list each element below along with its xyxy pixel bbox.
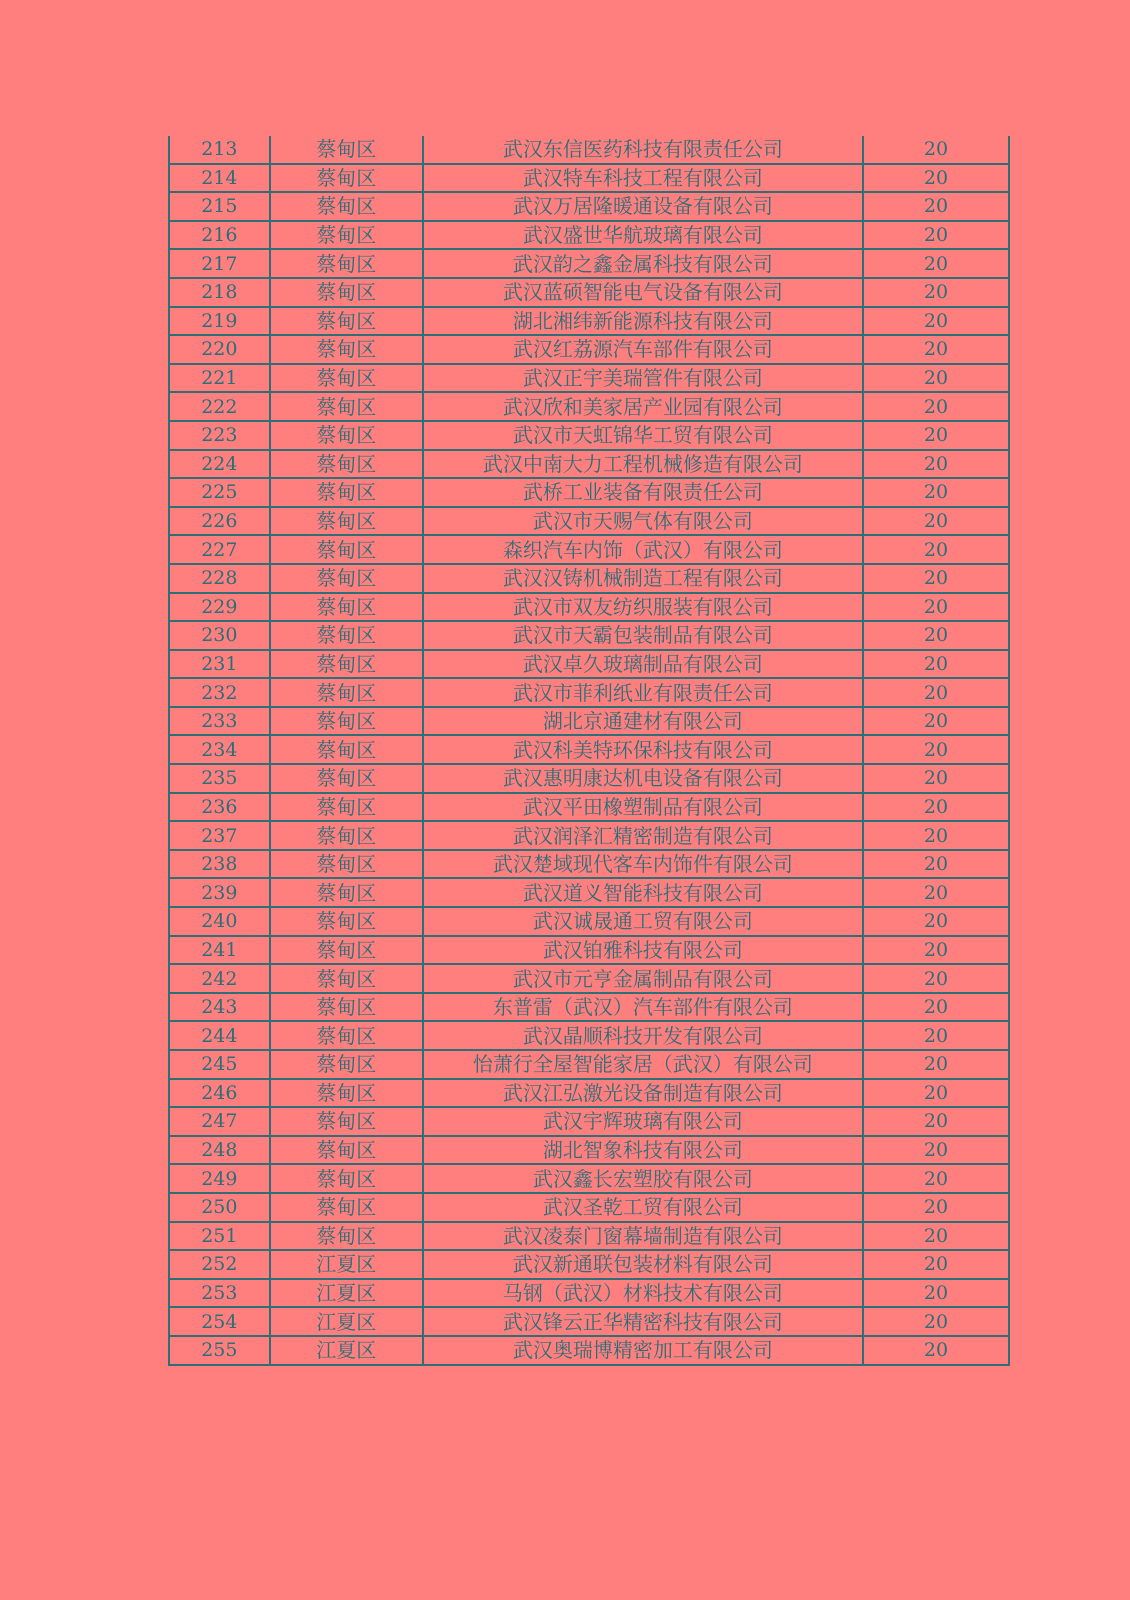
row-number-cell: 224 [169, 450, 270, 479]
table-row [169, 1222, 1009, 1251]
company-name-cell: 武汉科美特环保科技有限公司 [423, 735, 863, 764]
district-cell: 蔡甸区 [270, 335, 423, 364]
district-cell: 蔡甸区 [270, 650, 423, 679]
company-name-cell: 武汉市天霸包装制品有限公司 [423, 621, 863, 650]
row-number-cell: 235 [169, 764, 270, 793]
company-name-cell: 武汉市天虹锦华工贸有限公司 [423, 421, 863, 450]
company-name-cell: 湖北湘纬新能源科技有限公司 [423, 307, 863, 336]
district-cell: 蔡甸区 [270, 535, 423, 564]
value-cell: 20 [863, 507, 1009, 536]
table-row [169, 907, 1009, 936]
value-cell: 20 [863, 821, 1009, 850]
district-cell: 蔡甸区 [270, 392, 423, 421]
value-cell: 20 [863, 1050, 1009, 1079]
row-number-cell: 242 [169, 964, 270, 993]
district-cell: 蔡甸区 [270, 1222, 423, 1251]
company-name-cell: 武汉正宇美瑞管件有限公司 [423, 364, 863, 393]
row-number-cell: 216 [169, 221, 270, 250]
table-row [169, 1250, 1009, 1279]
company-name-cell: 武汉诚晟通工贸有限公司 [423, 907, 863, 936]
company-name-cell: 武汉欣和美家居产业园有限公司 [423, 392, 863, 421]
row-number-cell: 217 [169, 249, 270, 278]
company-name-cell: 东普雷（武汉）汽车部件有限公司 [423, 993, 863, 1022]
value-cell: 20 [863, 1079, 1009, 1108]
value-cell: 20 [863, 1336, 1009, 1365]
company-name-cell: 武汉宇辉玻璃有限公司 [423, 1107, 863, 1136]
value-cell: 20 [863, 1222, 1009, 1251]
company-name-cell: 武汉圣乾工贸有限公司 [423, 1193, 863, 1222]
value-cell: 20 [863, 1164, 1009, 1193]
company-name-cell: 武汉平田橡塑制品有限公司 [423, 793, 863, 822]
company-name-cell: 武汉铂雅科技有限公司 [423, 936, 863, 965]
table-row [169, 221, 1009, 250]
company-name-cell: 武汉东信医药科技有限责任公司 [423, 136, 863, 164]
row-number-cell: 219 [169, 307, 270, 336]
table-row [169, 1279, 1009, 1308]
table-row [169, 1050, 1009, 1079]
district-cell: 蔡甸区 [270, 450, 423, 479]
table-row [169, 421, 1009, 450]
district-cell: 蔡甸区 [270, 421, 423, 450]
value-cell: 20 [863, 136, 1009, 164]
company-name-cell: 武汉红荔源汽车部件有限公司 [423, 335, 863, 364]
value-cell: 20 [863, 1279, 1009, 1308]
district-cell: 江夏区 [270, 1336, 423, 1365]
company-name-cell: 武汉润泽汇精密制造有限公司 [423, 821, 863, 850]
company-name-cell: 武汉市菲利纸业有限责任公司 [423, 678, 863, 707]
row-number-cell: 245 [169, 1050, 270, 1079]
company-name-cell: 武汉万居隆暖通设备有限公司 [423, 192, 863, 221]
table-row [169, 1193, 1009, 1222]
table-row [169, 1136, 1009, 1165]
company-name-cell: 武汉市天赐气体有限公司 [423, 507, 863, 536]
row-number-cell: 225 [169, 478, 270, 507]
value-cell: 20 [863, 364, 1009, 393]
row-number-cell: 252 [169, 1250, 270, 1279]
company-name-cell: 武汉楚域现代客车内饰件有限公司 [423, 850, 863, 879]
row-number-cell: 236 [169, 793, 270, 822]
district-cell: 江夏区 [270, 1250, 423, 1279]
table-row [169, 735, 1009, 764]
table-row [169, 535, 1009, 564]
value-cell: 20 [863, 1193, 1009, 1222]
company-name-cell: 武汉锋云正华精密科技有限公司 [423, 1307, 863, 1336]
district-cell: 蔡甸区 [270, 1021, 423, 1050]
company-list-table-wrapper [168, 136, 1010, 1366]
row-number-cell: 243 [169, 993, 270, 1022]
company-name-cell: 怡萧行全屋智能家居（武汉）有限公司 [423, 1050, 863, 1079]
value-cell: 20 [863, 192, 1009, 221]
row-number-cell: 240 [169, 907, 270, 936]
company-name-cell: 武汉市元亨金属制品有限公司 [423, 964, 863, 993]
company-name-cell: 武汉汉铸机械制造工程有限公司 [423, 564, 863, 593]
value-cell: 20 [863, 964, 1009, 993]
value-cell: 20 [863, 735, 1009, 764]
table-row [169, 678, 1009, 707]
row-number-cell: 253 [169, 1279, 270, 1308]
row-number-cell: 231 [169, 650, 270, 679]
district-cell: 蔡甸区 [270, 307, 423, 336]
district-cell: 蔡甸区 [270, 478, 423, 507]
company-name-cell: 武汉特车科技工程有限公司 [423, 164, 863, 193]
row-number-cell: 247 [169, 1107, 270, 1136]
district-cell: 蔡甸区 [270, 593, 423, 622]
company-name-cell: 武汉蓝硕智能电气设备有限公司 [423, 278, 863, 307]
value-cell: 20 [863, 1136, 1009, 1165]
value-cell: 20 [863, 1107, 1009, 1136]
company-name-cell: 武汉道义智能科技有限公司 [423, 878, 863, 907]
value-cell: 20 [863, 593, 1009, 622]
row-number-cell: 246 [169, 1079, 270, 1108]
value-cell: 20 [863, 936, 1009, 965]
row-number-cell: 218 [169, 278, 270, 307]
row-number-cell: 244 [169, 1021, 270, 1050]
district-cell: 蔡甸区 [270, 136, 423, 164]
company-name-cell: 武汉新通联包装材料有限公司 [423, 1250, 863, 1279]
value-cell: 20 [863, 278, 1009, 307]
district-cell: 蔡甸区 [270, 993, 423, 1022]
table-row [169, 192, 1009, 221]
row-number-cell: 248 [169, 1136, 270, 1165]
table-row [169, 621, 1009, 650]
value-cell: 20 [863, 1250, 1009, 1279]
district-cell: 蔡甸区 [270, 936, 423, 965]
value-cell: 20 [863, 621, 1009, 650]
row-number-cell: 239 [169, 878, 270, 907]
row-number-cell: 250 [169, 1193, 270, 1222]
company-name-cell: 武桥工业装备有限责任公司 [423, 478, 863, 507]
table-row [169, 335, 1009, 364]
district-cell: 江夏区 [270, 1307, 423, 1336]
company-name-cell: 武汉韵之鑫金属科技有限公司 [423, 249, 863, 278]
district-cell: 蔡甸区 [270, 507, 423, 536]
table-row [169, 507, 1009, 536]
district-cell: 蔡甸区 [270, 1164, 423, 1193]
district-cell: 蔡甸区 [270, 278, 423, 307]
table-row [169, 1021, 1009, 1050]
company-name-cell: 湖北智象科技有限公司 [423, 1136, 863, 1165]
row-number-cell: 228 [169, 564, 270, 593]
row-number-cell: 238 [169, 850, 270, 879]
company-name-cell: 武汉江弘激光设备制造有限公司 [423, 1079, 863, 1108]
district-cell: 蔡甸区 [270, 850, 423, 879]
district-cell: 江夏区 [270, 1279, 423, 1308]
district-cell: 蔡甸区 [270, 964, 423, 993]
row-number-cell: 220 [169, 335, 270, 364]
company-name-cell: 武汉晶顺科技开发有限公司 [423, 1021, 863, 1050]
table-body [169, 136, 1009, 1365]
district-cell: 蔡甸区 [270, 192, 423, 221]
table-row [169, 650, 1009, 679]
row-number-cell: 214 [169, 164, 270, 193]
row-number-cell: 227 [169, 535, 270, 564]
district-cell: 蔡甸区 [270, 1079, 423, 1108]
company-name-cell: 武汉市双友纺织服装有限公司 [423, 593, 863, 622]
company-name-cell: 武汉凌泰门窗幕墙制造有限公司 [423, 1222, 863, 1251]
district-cell: 蔡甸区 [270, 907, 423, 936]
table-row [169, 478, 1009, 507]
value-cell: 20 [863, 335, 1009, 364]
value-cell: 20 [863, 993, 1009, 1022]
district-cell: 蔡甸区 [270, 221, 423, 250]
value-cell: 20 [863, 392, 1009, 421]
value-cell: 20 [863, 907, 1009, 936]
table-row [169, 1307, 1009, 1336]
table-row [169, 793, 1009, 822]
table-row [169, 936, 1009, 965]
table-row [169, 593, 1009, 622]
row-number-cell: 255 [169, 1336, 270, 1365]
row-number-cell: 226 [169, 507, 270, 536]
value-cell: 20 [863, 678, 1009, 707]
row-number-cell: 233 [169, 707, 270, 736]
table-row [169, 249, 1009, 278]
value-cell: 20 [863, 707, 1009, 736]
row-number-cell: 251 [169, 1222, 270, 1251]
district-cell: 蔡甸区 [270, 735, 423, 764]
value-cell: 20 [863, 535, 1009, 564]
district-cell: 蔡甸区 [270, 1193, 423, 1222]
table-row [169, 564, 1009, 593]
company-name-cell: 湖北京通建材有限公司 [423, 707, 863, 736]
table-row [169, 764, 1009, 793]
row-number-cell: 232 [169, 678, 270, 707]
value-cell: 20 [863, 478, 1009, 507]
value-cell: 20 [863, 450, 1009, 479]
district-cell: 蔡甸区 [270, 707, 423, 736]
district-cell: 蔡甸区 [270, 764, 423, 793]
row-number-cell: 241 [169, 936, 270, 965]
table-row [169, 964, 1009, 993]
table-row [169, 450, 1009, 479]
company-name-cell: 武汉卓久玻璃制品有限公司 [423, 650, 863, 679]
table-row [169, 392, 1009, 421]
row-number-cell: 223 [169, 421, 270, 450]
value-cell: 20 [863, 421, 1009, 450]
value-cell: 20 [863, 1307, 1009, 1336]
district-cell: 蔡甸区 [270, 1136, 423, 1165]
table-row [169, 1079, 1009, 1108]
value-cell: 20 [863, 249, 1009, 278]
value-cell: 20 [863, 650, 1009, 679]
company-name-cell: 武汉盛世华航玻璃有限公司 [423, 221, 863, 250]
table-row [169, 136, 1009, 164]
value-cell: 20 [863, 850, 1009, 879]
company-name-cell: 武汉中南大力工程机械修造有限公司 [423, 450, 863, 479]
table-row [169, 164, 1009, 193]
value-cell: 20 [863, 764, 1009, 793]
district-cell: 蔡甸区 [270, 1050, 423, 1079]
district-cell: 蔡甸区 [270, 1107, 423, 1136]
value-cell: 20 [863, 221, 1009, 250]
table-row [169, 364, 1009, 393]
row-number-cell: 254 [169, 1307, 270, 1336]
table-row [169, 307, 1009, 336]
row-number-cell: 230 [169, 621, 270, 650]
company-name-cell: 马钢（武汉）材料技术有限公司 [423, 1279, 863, 1308]
company-name-cell: 武汉惠明康达机电设备有限公司 [423, 764, 863, 793]
district-cell: 蔡甸区 [270, 164, 423, 193]
row-number-cell: 229 [169, 593, 270, 622]
district-cell: 蔡甸区 [270, 821, 423, 850]
value-cell: 20 [863, 307, 1009, 336]
table-row [169, 707, 1009, 736]
row-number-cell: 234 [169, 735, 270, 764]
table-row [169, 1336, 1009, 1365]
district-cell: 蔡甸区 [270, 564, 423, 593]
company-name-cell: 森织汽车内饰（武汉）有限公司 [423, 535, 863, 564]
district-cell: 蔡甸区 [270, 249, 423, 278]
value-cell: 20 [863, 164, 1009, 193]
row-number-cell: 237 [169, 821, 270, 850]
district-cell: 蔡甸区 [270, 793, 423, 822]
district-cell: 蔡甸区 [270, 878, 423, 907]
table-row [169, 850, 1009, 879]
table-row [169, 1164, 1009, 1193]
row-number-cell: 222 [169, 392, 270, 421]
table-row [169, 993, 1009, 1022]
table-row [169, 878, 1009, 907]
row-number-cell: 249 [169, 1164, 270, 1193]
value-cell: 20 [863, 564, 1009, 593]
district-cell: 蔡甸区 [270, 364, 423, 393]
value-cell: 20 [863, 1021, 1009, 1050]
table-row [169, 1107, 1009, 1136]
table-row [169, 278, 1009, 307]
value-cell: 20 [863, 878, 1009, 907]
district-cell: 蔡甸区 [270, 621, 423, 650]
row-number-cell: 215 [169, 192, 270, 221]
company-list-table [168, 136, 1010, 1366]
company-name-cell: 武汉鑫长宏塑胶有限公司 [423, 1164, 863, 1193]
value-cell: 20 [863, 793, 1009, 822]
table-row [169, 821, 1009, 850]
company-name-cell: 武汉奥瑞博精密加工有限公司 [423, 1336, 863, 1365]
row-number-cell: 221 [169, 364, 270, 393]
district-cell: 蔡甸区 [270, 678, 423, 707]
row-number-cell: 213 [169, 136, 270, 164]
